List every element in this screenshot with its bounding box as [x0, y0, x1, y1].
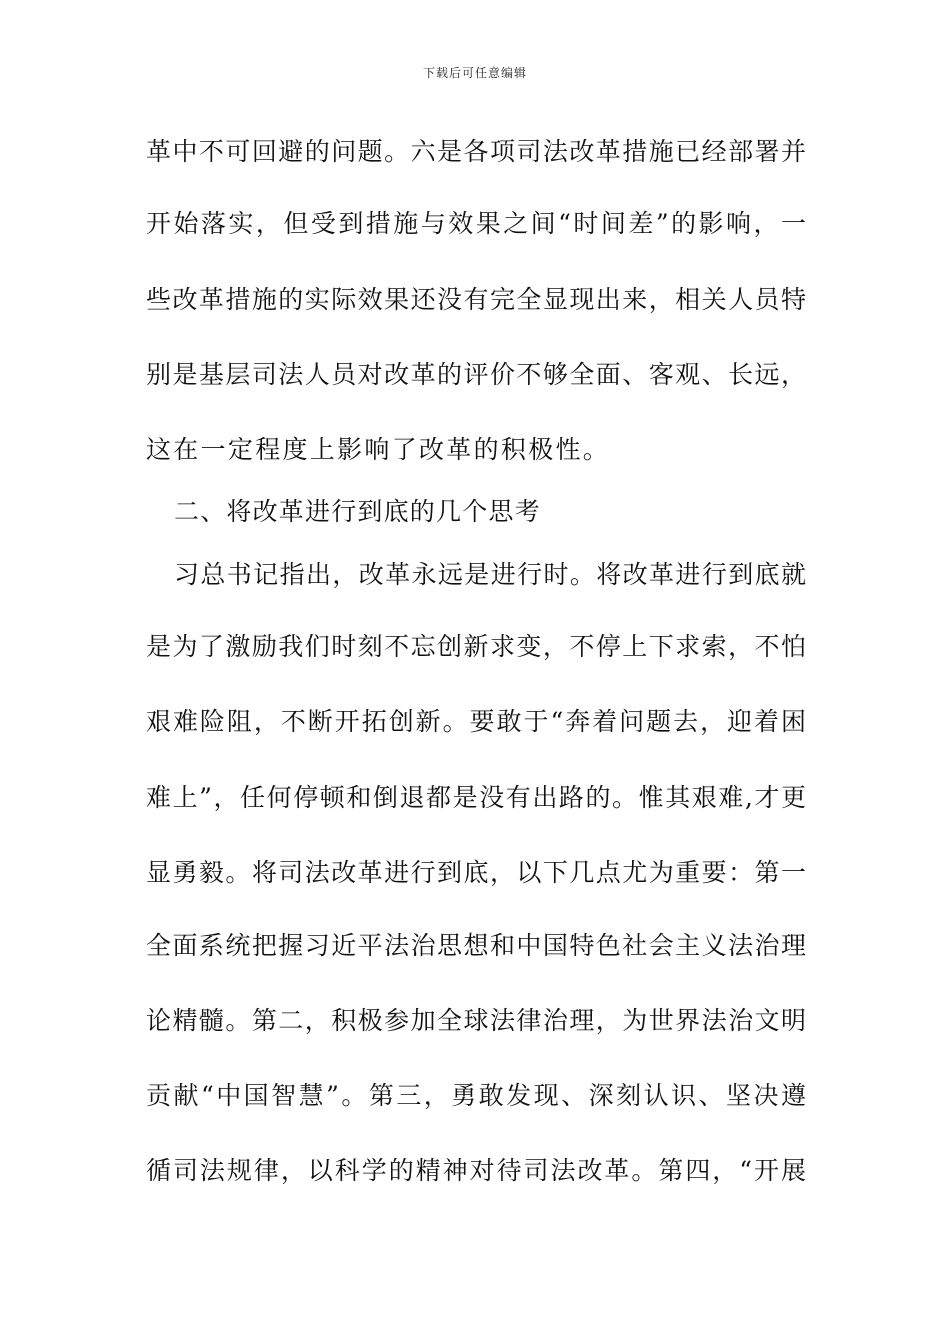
text-line: 些改革措施的实际效果还没有完全显现出来，相关人员特	[146, 285, 806, 314]
text-line: 难上”，任何停顿和倒退都是没有出路的。惟其艰难,才更	[146, 783, 806, 812]
text-line: 别是基层司法人员对改革的评价不够全面、客观、长远，	[146, 360, 806, 389]
section-heading: 二、将改革进行到底的几个思考	[174, 497, 541, 526]
text-line: 论精髓。第二，积极参加全球法律治理，为世界法治文明	[146, 1006, 806, 1035]
text-line: 开始落实，但受到措施与效果之间“时间差”的影响，一	[146, 209, 806, 238]
text-line: 革中不可回避的问题。六是各项司法改革措施已经部署并	[146, 137, 806, 166]
page-header: 下载后可任意编辑	[422, 66, 527, 80]
text-line: 艰难险阻，不断开拓创新。要敢于“奔着问题去，迎着困	[146, 707, 806, 736]
text-line: 贡献“中国智慧”。第三，勇敢发现、深刻认识、坚决遵	[146, 1081, 806, 1110]
text-line: 循司法规律，以科学的精神对待司法改革。第四，“开展	[146, 1156, 806, 1185]
text-line: 显勇毅。将司法改革进行到底，以下几点尤为重要：第一	[146, 858, 806, 887]
text-line: 全面系统把握习近平法治思想和中国特色社会主义法治理	[146, 931, 806, 960]
text-line: 习总书记指出，改革永远是进行时。将改革进行到底就	[174, 560, 806, 589]
text-line: 是为了激励我们时刻不忘创新求变，不停上下求索，不怕	[146, 632, 806, 661]
text-line: 这在一定程度上影响了改革的积极性。	[146, 435, 611, 464]
